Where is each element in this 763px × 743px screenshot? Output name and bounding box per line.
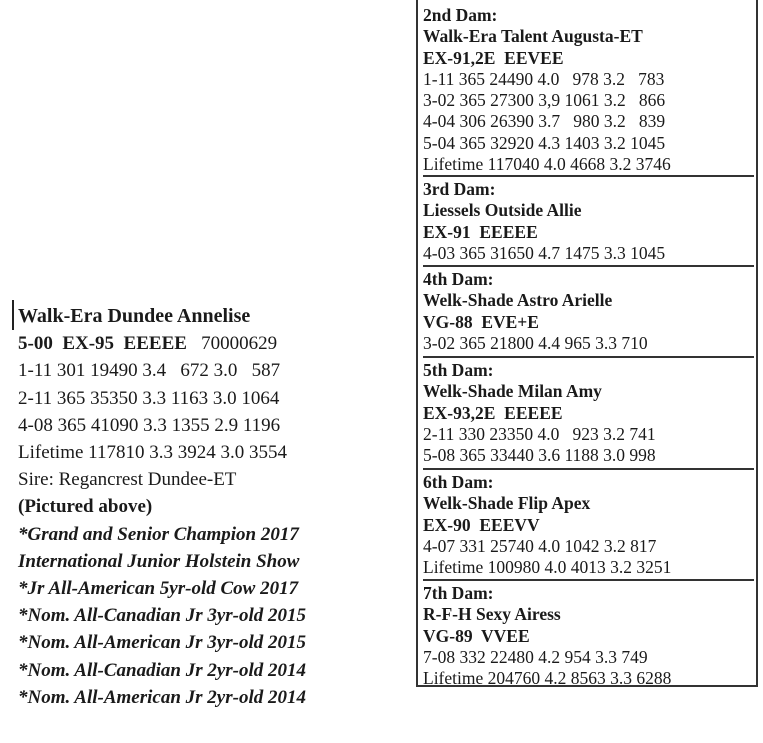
dam-name: Welk-Shade Flip Apex <box>423 493 591 514</box>
dam-classification: VG-88 EVE+E <box>423 311 539 332</box>
dam-lifetime-record: Lifetime 204760 4.2 8563 3.3 6288 <box>423 668 672 689</box>
dam-record: 2-11 330 23350 4.0 923 3.2 741 <box>423 423 656 444</box>
dam-record: 5-08 365 33440 3.6 1188 3.0 998 <box>423 445 656 466</box>
dam-section-7th <box>423 579 754 689</box>
dam-record: 3-02 365 21800 4.4 965 3.3 710 <box>423 332 648 353</box>
dam-heading: 3rd Dam: <box>423 179 496 199</box>
dam-classification: EX-91,2E EEVEE <box>423 47 564 68</box>
cow-classification <box>18 330 398 357</box>
cow-sire: Sire: Regancrest Dundee-ET <box>18 469 237 491</box>
dam-lifetime-record: Lifetime 117040 4.0 4668 3.2 3746 <box>423 154 671 175</box>
dam-record: 4-03 365 31650 4.7 1475 3.3 1045 <box>423 242 666 263</box>
cow-summary <box>18 303 398 711</box>
dam-classification: EX-93,2E EEEEE <box>423 402 563 423</box>
dam-record: 4-04 306 26390 3.7 980 3.2 839 <box>423 111 666 132</box>
dam-section-4th <box>423 265 754 354</box>
dam-section-6th <box>423 468 754 578</box>
cow-honor: *Nom. All-American Jr 2yr-old 2014 <box>18 686 306 708</box>
dam-name: R-F-H Sexy Airess <box>423 604 561 625</box>
dam-name: Walk-Era Talent Augusta-ET <box>423 26 643 47</box>
dam-record: 5-04 365 32920 4.3 1403 3.2 1045 <box>423 132 666 153</box>
cow-name: Walk-Era Dundee Annelise <box>18 305 251 327</box>
cow-record: 4-08 365 41090 3.3 1355 2.9 1196 <box>18 414 281 436</box>
dam-heading: 7th Dam: <box>423 583 494 603</box>
cow-honor: *Nom. All-American Jr 3yr-old 2015 <box>18 632 306 654</box>
dam-name: Welk-Shade Astro Arielle <box>423 290 613 311</box>
cow-honor: *Jr All-American 5yr-old Cow 2017 <box>18 578 299 600</box>
dam-section-2nd <box>423 3 754 175</box>
dam-classification: EX-90 EEEVV <box>423 514 540 535</box>
cow-honor: *Grand and Senior Champion 2017 <box>18 523 299 545</box>
dam-name: Liessels Outside Allie <box>423 200 582 221</box>
dam-classification: EX-91 EEEEE <box>423 221 538 242</box>
dam-record: 3-02 365 27300 3,9 1061 3.2 866 <box>423 90 666 111</box>
dam-heading: 5th Dam: <box>423 360 494 380</box>
dam-record: 4-07 331 25740 4.0 1042 3.2 817 <box>423 535 657 556</box>
cow-record: 2-11 365 35350 3.3 1163 3.0 1064 <box>18 387 280 409</box>
cow-lifetime-record: Lifetime 117810 3.3 3924 3.0 3554 <box>18 442 287 464</box>
cow-pictured-note: (Pictured above) <box>18 496 153 518</box>
dam-section-5th <box>423 356 754 466</box>
cow-honor: International Junior Holstein Show <box>18 550 300 572</box>
dam-classification: VG-89 VVEE <box>423 625 530 646</box>
dam-heading: 2nd Dam: <box>423 5 498 25</box>
dam-lifetime-record: Lifetime 100980 4.0 4013 3.2 3251 <box>423 557 672 578</box>
dam-section-3rd <box>423 175 754 264</box>
text-cursor-bar <box>12 300 14 330</box>
dam-record: 7-08 332 22480 4.2 954 3.3 749 <box>423 646 648 667</box>
dam-name: Welk-Shade Milan Amy <box>423 381 602 402</box>
pedigree-box <box>416 0 758 687</box>
cow-honor: *Nom. All-Canadian Jr 2yr-old 2014 <box>18 659 307 681</box>
cow-honor: *Nom. All-Canadian Jr 3yr-old 2015 <box>18 605 307 627</box>
cow-record: 1-11 301 19490 3.4 672 3.0 587 <box>18 360 281 382</box>
cow-age-class: 5-00 EX-95 EEEEE <box>18 333 187 355</box>
dam-heading: 4th Dam: <box>423 269 494 289</box>
cow-reg-number: 70000629 <box>201 333 278 355</box>
dam-record: 1-11 365 24490 4.0 978 3.2 783 <box>423 68 665 89</box>
dam-heading: 6th Dam: <box>423 472 494 492</box>
